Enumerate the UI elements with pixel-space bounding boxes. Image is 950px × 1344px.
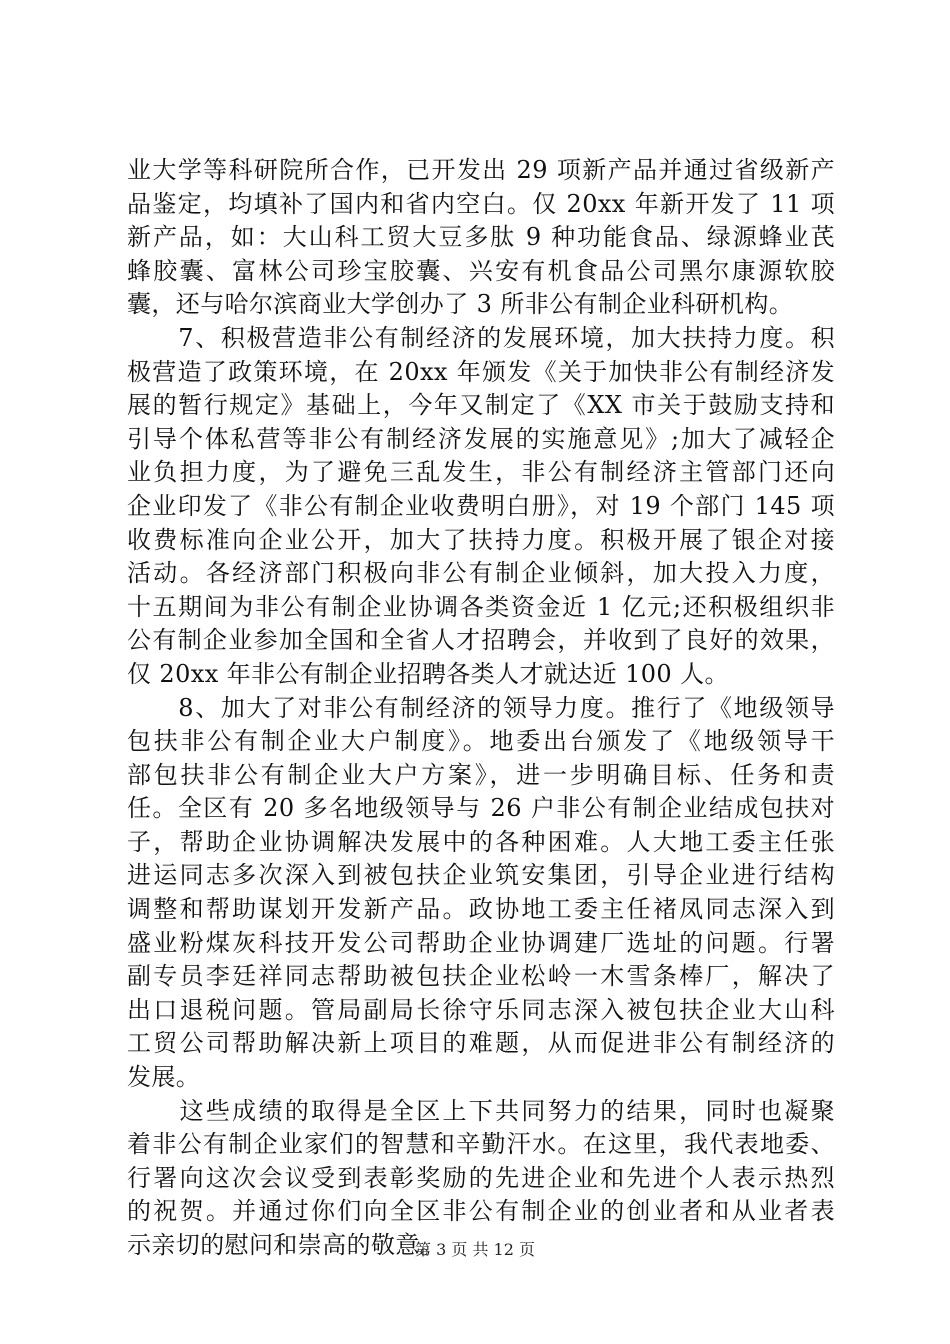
text-line: 引导个体私营等非公有制经济发展的实施意见》;加大了减轻企 [127,424,835,453]
text-line: 业大学等科研院所合作，已开发出 29 项新产品并通过省级新产 [127,156,835,184]
text-line: 子，帮助企业协调解决发展中的各种困难。人大地工委主任张 [127,827,835,856]
text-line: 工贸公司帮助解决新上项目的难题，从而促进非公有制经济的 [127,1029,835,1058]
text-line: 包扶非公有制企业大户制度》。地委出台颁发了《地级领导干 [127,727,835,756]
text-line: 极营造了政策环境，在 20xx 年颁发《关于加快非公有制经济发 [127,357,835,386]
text-line: 出口退税问题。管局副局长徐守乐同志深入被包扶企业大山科 [127,995,835,1024]
text-line: 新产品，如：大山科工贸大豆多肽 9 种功能食品、绿源蜂业芪 [127,223,835,252]
text-line: 7、积极营造非公有制经济的发展环境，加大扶持力度。积 [127,323,835,352]
text-line: 收费标准向企业公开，加大了扶持力度。积极开展了银企对接 [127,525,835,554]
document-body [127,154,835,1263]
text-line: 企业印发了《非公有制企业收费明白册》，对 19 个部门 145 项 [127,491,835,520]
text-line: 任。全区有 20 多名地级领导与 26 户非公有制企业结成包扶对 [127,794,835,823]
text-line: 的祝贺。并通过你们向全区非公有制企业的创业者和从业者表 [127,1197,835,1226]
text-line: 着非公有制企业家们的智慧和辛勤汗水。在这里，我代表地委、 [127,1130,835,1159]
text-line: 进运同志多次深入到被包扶企业筑安集团，引导企业进行结构 [127,861,835,890]
text-line: 业负担力度，为了避免三乱发生，非公有制经济主管部门还向 [127,458,835,487]
text-line: 副专员李廷祥同志帮助被包扶企业松岭一木雪条棒厂，解决了 [127,962,835,991]
text-line: 活动。各经济部门积极向非公有制企业倾斜，加大投入力度， [127,559,835,588]
text-line: 蜂胶囊、富林公司珍宝胶囊、兴安有机食品公司黑尔康源软胶 [127,256,835,285]
text-line: 公有制企业参加全国和全省人才招聘会，并收到了良好的效果， [127,626,835,655]
text-line: 示亲切的慰问和崇高的敬意。 [127,1231,445,1259]
text-line: 品鉴定，均填补了国内和省内空白。仅 20xx 年新开发了 11 项 [127,189,835,218]
text-line: 这些成绩的取得是全区上下共同努力的结果，同时也凝聚 [127,1096,835,1125]
text-line: 囊，还与哈尔滨商业大学创办了 3 所非公有制企业科研机构。 [127,290,794,319]
text-line: 展的暂行规定》基础上，今年又制定了《XX 市关于鼓励支持和 [127,391,835,420]
text-line: 发展。 [127,1063,201,1092]
text-line: 盛业粉煤灰科技开发公司帮助企业协调建厂选址的问题。行署 [127,928,835,957]
text-line: 8、加大了对非公有制经济的领导力度。推行了《地级领导 [127,693,835,722]
text-line: 部包扶非公有制企业大户方案》，进一步明确目标、任务和责 [127,760,835,789]
text-line: 调整和帮助谋划开发新产品。政协地工委主任褚凤同志深入到 [127,895,835,924]
text-line: 十五期间为非公有制企业协调各类资金近 1 亿元;还积极组织非 [127,592,835,621]
page-footer [0,1240,950,1260]
text-line: 行署向这次会议受到表彰奖励的先进企业和先进个人表示热烈 [127,1163,835,1192]
page-number-label: 第 3 页 共 12 页 [415,1240,535,1259]
text-line: 仅 20xx 年非公有制企业招聘各类人才就达近 100 人。 [127,659,729,688]
